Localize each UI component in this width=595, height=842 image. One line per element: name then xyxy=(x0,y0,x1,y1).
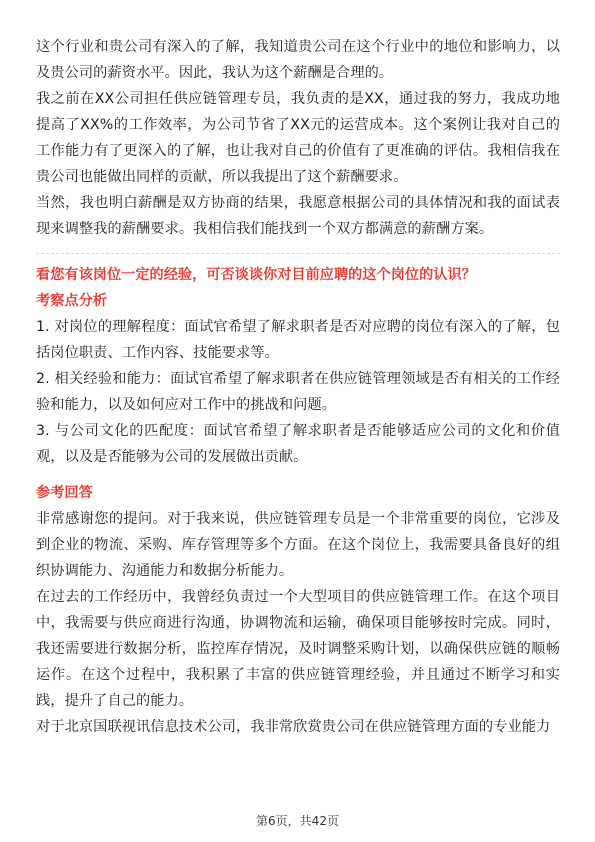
answer-paragraph-3: 对于北京国联视讯信息技术公司，我非常欣赏贵公司在供应链管理方面的专业能力 xyxy=(36,719,551,735)
section-divider xyxy=(36,253,560,254)
answer-heading: 参考回答 xyxy=(36,485,93,501)
analysis-heading: 考察点分析 xyxy=(36,293,107,309)
interview-question: 看您有该岗位一定的经验，可否谈谈你对目前应聘的这个岗位的认识？ xyxy=(36,267,476,283)
intro-paragraph-3: 当然，我也明白薪酬是双方协商的结果，我愿意根据公司的具体情况和我的面试表现来调整我的薪酬要求。我相信我们能找到一个双方都满意的薪酬方案。 xyxy=(36,195,560,237)
analysis-point-2: 2. 相关经验和能力：面试官希望了解求职者在供应链管理领域是否有相关的工作经验和能力，以及如何应对工作中的挑战和问题。 xyxy=(36,371,560,413)
intro-paragraph-1: 这个行业和贵公司有深入的了解，我知道贵公司在这个行业中的地位和影响力，以及贵公司的薪资水平。因此，我认为这个薪酬是合理的。 xyxy=(36,39,560,81)
analysis-point-1: 1. 对岗位的理解程度：面试官希望了解求职者是否对应聘的岗位有深入的了解，包括岗位职责、工作内容、技能要求等。 xyxy=(36,319,560,361)
answer-paragraph-1: 非常感谢您的提问。对于我来说，供应链管理专员是一个非常重要的岗位，它涉及到企业的物流、采购、库存管理等多个方面。在这个岗位上，我需要具备良好的组织协调能力、沟通能力和数据分析能力。 xyxy=(36,511,560,579)
intro-paragraph-2: 我之前在XX公司担任供应链管理专员，我负责的是XX，通过我的努力，我成功地提高了XX%的工作效率，为公司节省了XX元的运营成本。这个案例让我对自己的工作能力有了更深入的了解，也让我对自己的价值有了更准确的评估。我相信我在贵公司也能做出同样的贡献，所以我提出了这个薪酬要求。 xyxy=(36,91,560,185)
answer-paragraph-2: 在过去的工作经历中，我曾经负责过一个大型项目的供应链管理工作。在这个项目中，我需要与供应商进行沟通，协调物流和运输，确保项目能够按时完成。同时，我还需要进行数据分析，监控库存情况，及时调整采购计划，以确保供应链的顺畅运作。在这个过程中，我积累了丰富的供应链管理经验，并且通过不断学习和实践，提升了自己的能力。 xyxy=(36,589,560,709)
analysis-point-3: 3. 与公司文化的匹配度：面试官希望了解求职者是否能够适应公司的文化和价值观，以及是否能够为公司的发展做出贡献。 xyxy=(36,423,560,465)
page-number: 第6页，共42页 xyxy=(256,814,339,828)
document-page xyxy=(36,34,560,740)
